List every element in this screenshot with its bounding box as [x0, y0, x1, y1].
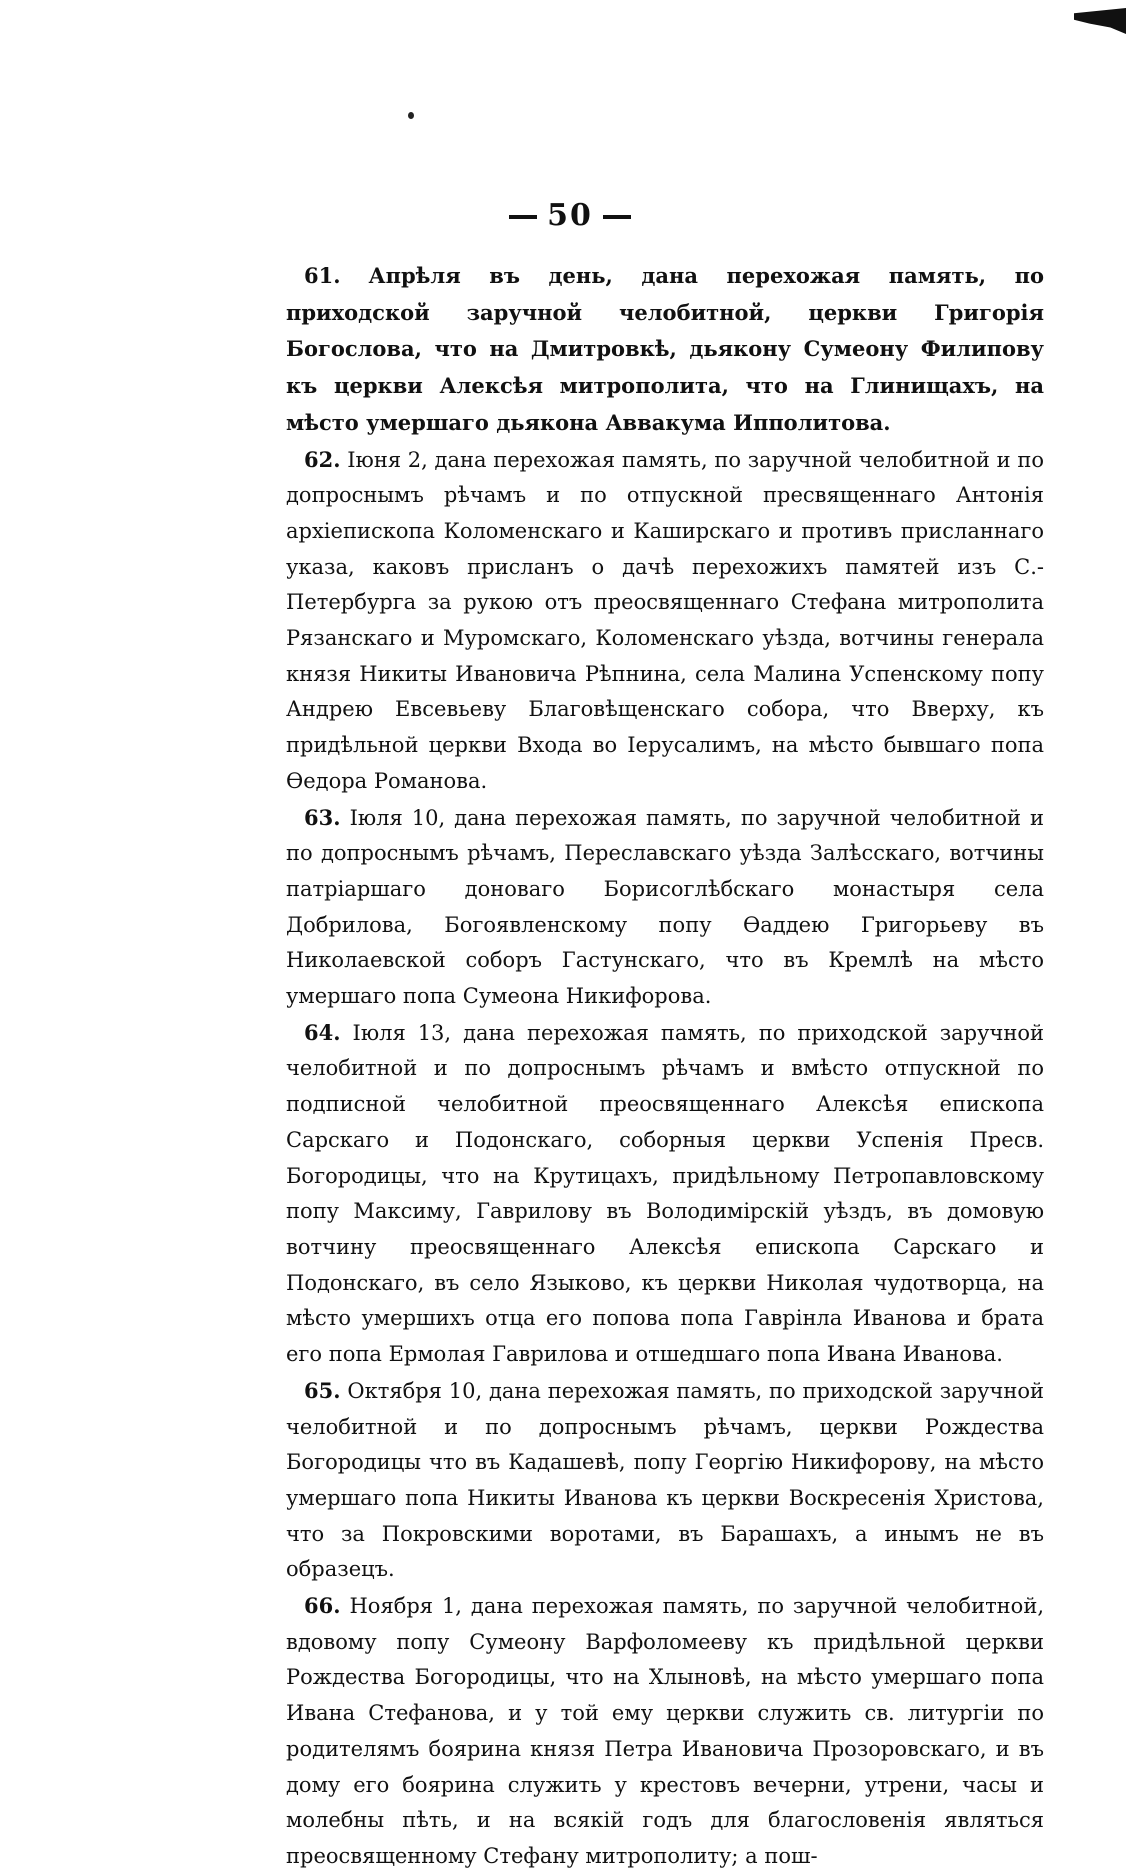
entry-text: Іюля 10, дана перехожая память, по заручной челобитной и по допроснымъ рѣчамъ, Переславскаго уѣзда Залѣсскаго, вотчины патріаршаго доноваго Борисоглѣбскаго монастыря села Добрилова, Богоявленскому попу Ѳаддею Григорьеву въ Николаевской соборъ Гастунскаго, что въ Кремлѣ на мѣсто умершаго попа Сумеона Никифорова. — [286, 805, 1044, 1009]
entry-61 — [286, 258, 1044, 442]
entry-64 — [286, 1015, 1044, 1373]
entry-text: Октября 10, дана перехожая память, по приходской заручной челобитной и по допроснымъ рѣчамъ, церкви Рождества Богородицы что въ Кадашевѣ, попу Георгію Никифорову, на мѣсто умершаго попа Никиты Иванова къ церкви Воскресенія Христова, что за Покровскими воротами, въ Барашахъ, а инымъ не въ образецъ. — [286, 1378, 1044, 1582]
page-number-value: 50 — [547, 198, 593, 233]
entry-63 — [286, 800, 1044, 1015]
entry-number: 64. — [304, 1019, 341, 1045]
entry-number: 63. — [304, 804, 341, 830]
entry-number: 66. — [304, 1593, 341, 1619]
entry-number: 62. — [304, 446, 341, 472]
ink-speck — [408, 112, 414, 119]
entry-62 — [286, 442, 1044, 800]
page-number-dash-right — [603, 215, 631, 219]
entry-text: Іюня 2, дана перехожая память, по заручной челобитной и по допроснымъ рѣчамъ и по отпускной пресвященнаго Антонія архіепископа Коломенскаго и Каширскаго и противъ присланнаго указа, каковъ присланъ о дачѣ перехожихъ памятей изъ С.-Петербурга за рукою отъ преосвященнаго Стефана митрополита Рязанскаго и Муромскаго, Коломенскаго уѣзда, вотчины генерала князя Никиты Ивановича Рѣпнина, села Малина Успенскому попу Андрею Евсевьеву Благовѣщенскаго собора, что Вверху, къ придѣльной церкви Входа во Іерусалимъ, на мѣсто бывшаго попа Ѳедора Романова. — [286, 447, 1044, 793]
entry-text: Апрѣля въ день, дана перехожая память, по приходской заручной челобитной, церкви Григорія Богослова, что на Дмитровкѣ, дьякону Сумеону Филипову къ церкви Алексѣя митрополита, что на Глинищахъ, на мѣсто умершаго дьякона Аввакума Ипполитова. — [286, 263, 1044, 435]
entry-text: Ноября 1, дана перехожая память, по заручной челобитной, вдовому попу Сумеону Варфоломееву къ придѣльной церкви Рождества Богородицы, что на Хлыновѣ, на мѣсто умершаго попа Ивана Стефанова, и у той ему церкви служить св. литургіи по родителямъ боярина князя Петра Ивановича Прозоровскаго, и въ дому его боярина служить у крестовъ вечерни, утрени, часы и молебны пѣть, и на всякій годъ для благословенія являться преосвященному Стефану митрополиту; а пош- — [286, 1594, 1044, 1868]
entry-number: 65. — [304, 1377, 341, 1403]
entry-number: 61. — [304, 263, 341, 288]
entry-66 — [286, 1588, 1044, 1875]
document-body — [286, 258, 1044, 1875]
page-corner-mark — [1074, 8, 1126, 34]
page-number-dash-left — [509, 215, 537, 219]
page-number — [0, 198, 1140, 233]
entry-65 — [286, 1373, 1044, 1588]
entry-text: Іюля 13, дана перехожая память, по приходской заручной челобитной и по допроснымъ рѣчамъ и вмѣсто отпускной по подписной челобитной преосвященнаго Алексѣя епископа Сарскаго и Подонскаго, соборныя церкви Успенія Пресв. Богородицы, что на Крутицахъ, придѣльному Петропавловскому попу Максиму, Гаврилову въ Володимірскій уѣздъ, въ домовую вотчину преосвященнаго Алексѣя епископа Сарскаго и Подонскаго, въ село Языково, къ церкви Николая чудотворца, на мѣсто умершихъ отца его попова попа Гаврінла Иванова и брата его попа Ермолая Гаврилова и отшедшаго попа Ивана Иванова. — [286, 1020, 1044, 1367]
